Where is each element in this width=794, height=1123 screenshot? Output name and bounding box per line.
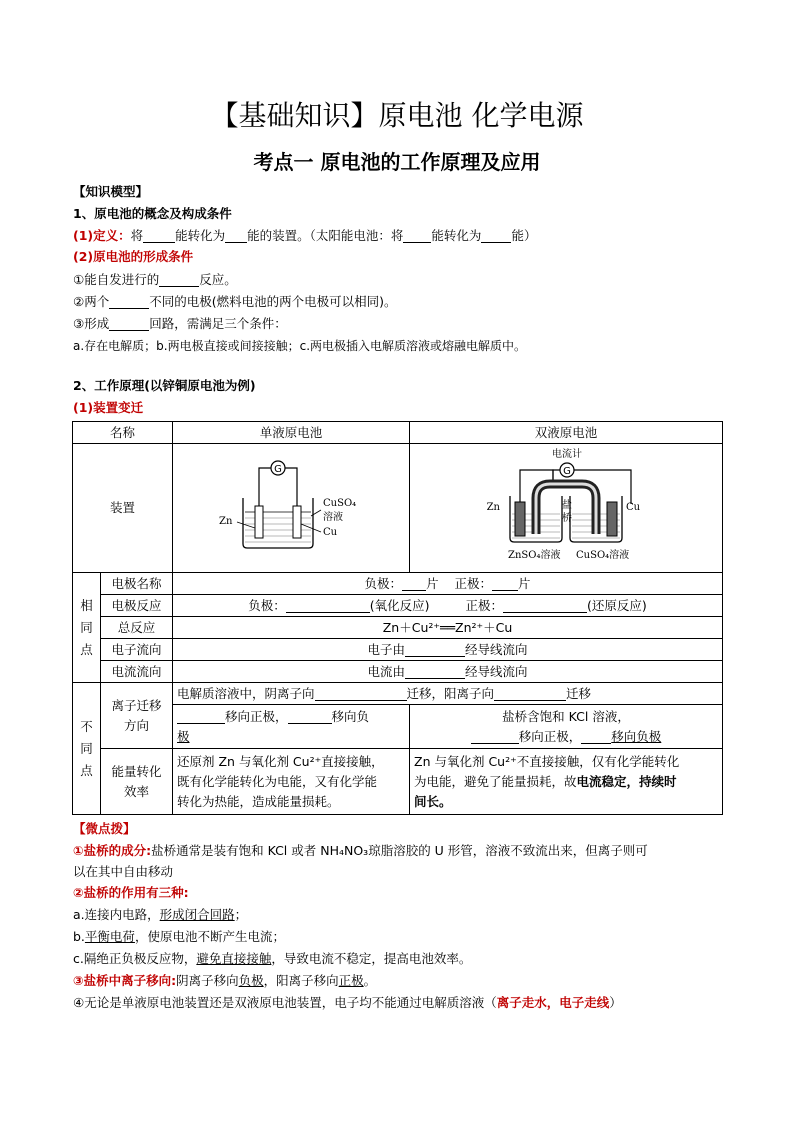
note-4: ④无论是单液原电池装置还是双液原电池装置，电子均不能通过电解质溶液（离子走水，电子走线） (73, 995, 622, 1010)
blank (581, 729, 611, 744)
page-subtitle: 考点一 原电池的工作原理及应用 (253, 150, 541, 174)
label-pointer (237, 522, 255, 528)
table-row (73, 661, 723, 683)
double-cell-diagram-svg (410, 444, 722, 566)
condition-1: ①能自发进行的 反应。 (73, 272, 237, 287)
note-2-heading: ②盐桥的作用有三种: (73, 885, 189, 900)
row-efficiency: 能量转化 效率 (101, 749, 173, 815)
table-row (73, 573, 723, 595)
blank (471, 729, 519, 744)
blank (286, 598, 370, 613)
cuso4-label: CuSO₄溶液 (576, 550, 630, 561)
salt-bridge-label-1: 盐 (562, 500, 573, 511)
blank (225, 228, 247, 243)
blank (402, 576, 426, 591)
note-2a: a.连接内电路，形成闭合回路； (73, 907, 248, 922)
single-cell-diagram-svg (173, 444, 409, 566)
cu-label: Cu (626, 502, 641, 513)
ion-migration-double: 盐桥含饱和 KCl 溶液， 移向正极， 移向负极 (410, 705, 723, 749)
blank (109, 294, 149, 309)
ion-migration-single: 移向正极， 移向负 极 (173, 705, 410, 749)
zn-electrode (255, 506, 263, 538)
efficiency-single: 还原剂 Zn 与氧化剂 Cu²⁺直接接触， 既有化学能转化为电能，又有化学能 转化为热能，造成能量损耗。 (173, 749, 410, 815)
ion-migration-common: 电解质溶液中，阴离子向 迁移，阳离子向 迁移 (173, 683, 723, 705)
electrode-reaction-value: 负极： (氧化反应) 正极： (还原反应) (173, 595, 723, 617)
salt-bridge-label-2: 桥 (562, 513, 573, 524)
same-points-label: 相 同 点 (73, 573, 101, 683)
efficiency-double: Zn 与氧化剂 Cu²⁺不直接接触，仅有化学能转化 为电能，避免了能量损耗，故电流稳定，持续时 间长。 (410, 749, 723, 815)
row-electron-flow: 电子流向 (101, 639, 173, 661)
double-cell-diagram (410, 444, 723, 573)
blank (315, 686, 407, 701)
galvanometer-label: G (274, 464, 282, 475)
electron-flow-value: 电子由 经导线流向 (173, 639, 723, 661)
blank (503, 598, 587, 613)
condition-3: ③形成 回路，需满足三个条件： (73, 316, 287, 331)
row-current-flow: 电流流向 (101, 661, 173, 683)
notes-header: 【微点拨】 (73, 821, 136, 836)
row-ion-migration: 离子迁移 方向 (101, 683, 173, 749)
definition-label: (1)定义： (73, 228, 131, 243)
header-name: 名称 (73, 422, 173, 444)
model-header: 【知识模型】 (73, 184, 149, 199)
note-1-cont: 以在其中自由移动 (73, 864, 174, 879)
cu-label: Cu (323, 527, 338, 538)
blank (405, 642, 465, 657)
current-flow-value: 电流由 经导线流向 (173, 661, 723, 683)
single-cell-diagram (173, 444, 410, 573)
cu-electrode (293, 506, 301, 538)
row-total-reaction: 总反应 (101, 617, 173, 639)
page-title: 【基础知识】原电池 化学电源 (210, 99, 584, 132)
blank (403, 228, 431, 243)
zn-electrode (515, 502, 525, 536)
note-2b: b.平衡电荷，使原电池不断产生电流； (73, 929, 285, 944)
cu-electrode (607, 502, 617, 536)
blank (109, 316, 149, 331)
galvanometer-label: G (563, 466, 571, 477)
label-pointer (301, 524, 321, 532)
note-2c: c.隔绝正负极反应物，避免直接接触，导致电流不稳定，提高电池效率。 (73, 951, 472, 966)
conditions-heading: (2)原电池的形成条件 (73, 249, 194, 264)
note-1: ①盐桥的成分:盐桥通常是装有饱和 KCl 或者 NH₄NO₃琼脂溶胶的 U 形管，溶液不致流出来，但离子则可 (73, 843, 648, 858)
diff-points-label: 不 同 点 (73, 683, 101, 815)
blank (177, 709, 225, 724)
table-row (73, 422, 723, 444)
note-3: ③盐桥中离子移向:阴离子移向负极，阳离子移向正极。 (73, 973, 377, 988)
blank (492, 576, 518, 591)
table-row (73, 444, 723, 573)
beaker (243, 498, 313, 548)
table-row (73, 683, 723, 705)
zn-label: Zn (486, 502, 501, 513)
blank (481, 228, 511, 243)
section2-sub: (1)装置变迁 (73, 400, 144, 415)
condition-3-details: a.存在电解质；b.两电极直接或间接接触；c.两电极插入电解质溶液或熔融电解质中。 (73, 339, 527, 353)
table-row (73, 617, 723, 639)
table-row (73, 639, 723, 661)
wire (259, 468, 273, 510)
blank (159, 272, 199, 287)
total-reaction-equation: Zn＋Cu²⁺══Zn²⁺＋Cu (173, 617, 723, 639)
section1-heading: 1、原电池的概念及构成条件 (73, 206, 232, 221)
blank (143, 228, 175, 243)
electrode-name-value: 负极： 片 正极： 片 (173, 573, 723, 595)
row-electrode-name: 电极名称 (101, 573, 173, 595)
header-single: 单液原电池 (173, 422, 410, 444)
condition-2: ②两个 不同的电极(燃料电池的两个电极可以相同)。 (73, 294, 397, 309)
section2-heading: 2、工作原理(以锌铜原电池为例) (73, 378, 256, 393)
ammeter-label: 电流计 (552, 449, 583, 460)
row-electrode-reaction: 电极反应 (101, 595, 173, 617)
blank (494, 686, 566, 701)
wire (283, 468, 297, 510)
znso4-label: ZnSO₄溶液 (508, 550, 561, 561)
blank (288, 709, 332, 724)
header-double: 双液原电池 (410, 422, 723, 444)
zn-label: Zn (219, 516, 233, 527)
cuso4-label: CuSO₄ (323, 498, 357, 509)
table-row (73, 749, 723, 815)
comparison-table (72, 421, 723, 815)
definition-line: (1)定义：将 能转化为 能的装置。（太阳能电池：将 能转化为 能） (73, 228, 537, 243)
row-device-label: 装置 (73, 444, 173, 573)
blank (405, 664, 465, 679)
solution-label: 溶液 (323, 512, 344, 523)
table-row (73, 595, 723, 617)
